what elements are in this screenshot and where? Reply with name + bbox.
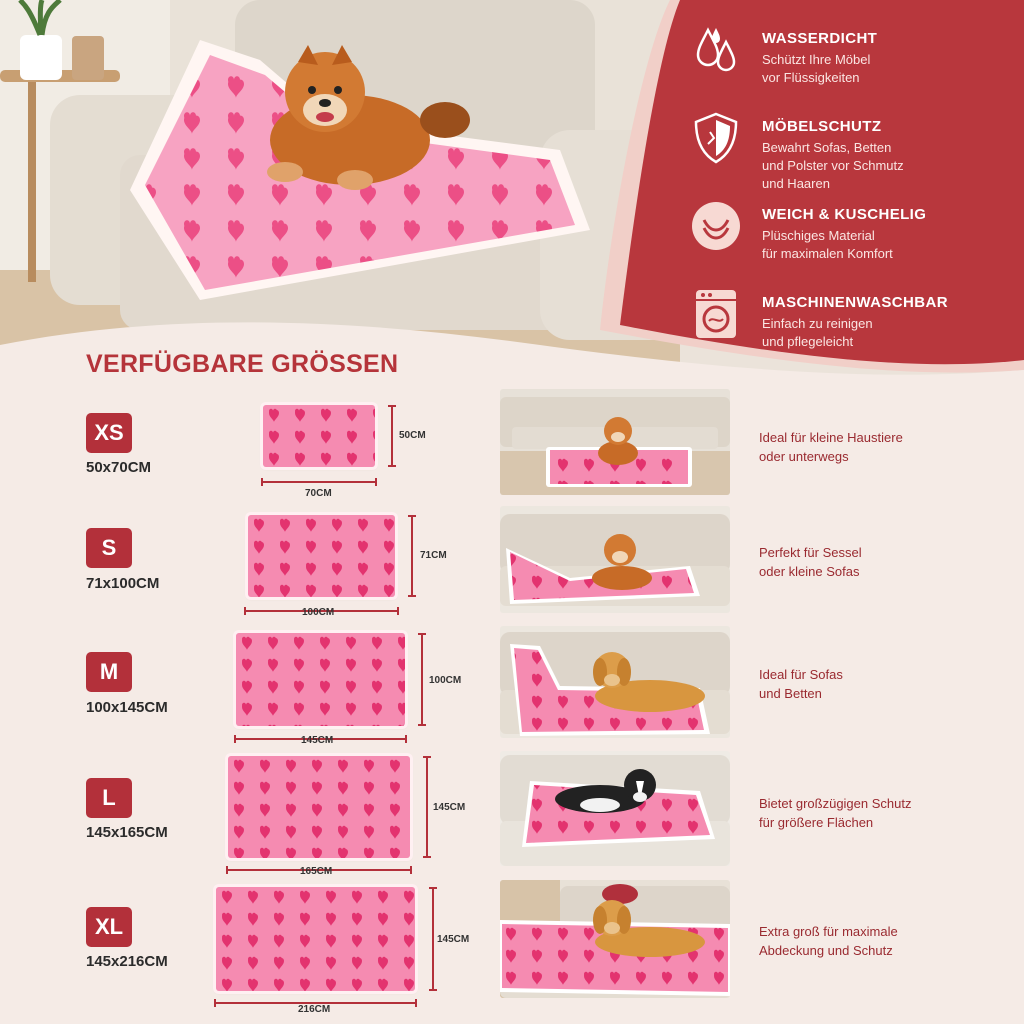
size-description-line: Ideal für Sofas	[759, 667, 843, 682]
height-label: 71CM	[420, 550, 447, 561]
size-dimensions: 100x145CM	[86, 699, 168, 716]
dog-photo-thumbnail	[500, 506, 730, 613]
height-indicator	[411, 515, 413, 597]
height-indicator	[421, 633, 423, 726]
height-label: 145CM	[437, 934, 470, 945]
dog-photo-thumbnail	[500, 751, 730, 866]
height-indicator	[426, 756, 428, 858]
benefit-title: MASCHINENWASCHBAR	[762, 294, 948, 311]
blanket-swatch	[228, 756, 410, 858]
blanket-swatch	[248, 515, 395, 597]
size-dimensions: 145x216CM	[86, 953, 168, 970]
size-description	[759, 428, 903, 466]
size-badge: M	[86, 652, 132, 692]
size-description-line: Perfekt für Sessel	[759, 545, 862, 560]
benefit-desc-line: und Polster vor Schmutz	[762, 158, 904, 173]
size-badge: S	[86, 528, 132, 568]
height-label: 145CM	[433, 802, 466, 813]
height-indicator	[432, 887, 434, 991]
size-description-line: Ideal für kleine Haustiere	[759, 430, 903, 445]
benefit-machine-washable	[688, 286, 1018, 374]
size-description-line: für größere Flächen	[759, 815, 874, 830]
dog-photo-thumbnail	[500, 880, 730, 998]
width-label: 145CM	[301, 735, 334, 746]
width-label: 70CM	[305, 488, 332, 499]
size-description-line: Abdeckung und Schutz	[759, 943, 893, 958]
size-description-line: und Betten	[759, 686, 822, 701]
size-dimensions: 50x70CM	[86, 459, 152, 476]
size-description	[759, 922, 898, 960]
benefit-desc-line: und Haaren	[762, 176, 830, 191]
benefit-desc-line: Bewahrt Sofas, Betten	[762, 140, 892, 155]
size-badge: XS	[86, 413, 132, 453]
size-dimensions: 71x100CM	[86, 575, 160, 592]
size-badge: L	[86, 778, 132, 818]
benefit-desc-line: und pflegeleicht	[762, 334, 854, 349]
size-description-line: Bietet großzügigen Schutz	[759, 796, 912, 811]
benefit-desc-line: Plüschiges Material	[762, 228, 875, 243]
size-description	[759, 543, 862, 581]
soft-cushion-icon	[688, 198, 744, 254]
width-label: 216CM	[298, 1004, 331, 1015]
washing-machine-icon	[688, 286, 744, 342]
size-description-line: oder unterwegs	[759, 449, 849, 464]
dog-photo-thumbnail	[500, 389, 730, 495]
size-badge: XL	[86, 907, 132, 947]
size-description	[759, 665, 843, 703]
size-description	[759, 794, 911, 832]
benefit-soft	[688, 198, 1018, 286]
size-description-line: Extra groß für maximale	[759, 924, 898, 939]
height-label: 50CM	[399, 430, 426, 441]
width-label: 100CM	[302, 607, 335, 618]
benefit-desc-line: Schützt Ihre Möbel	[762, 52, 871, 67]
sizes-title: VERFÜGBARE GRÖSSEN	[86, 350, 399, 378]
blanket-swatch	[263, 405, 375, 467]
height-indicator	[391, 405, 393, 467]
benefit-desc-line: Einfach zu reinigen	[762, 316, 873, 331]
size-description-line: oder kleine Sofas	[759, 564, 860, 579]
size-dimensions: 145x165CM	[86, 824, 168, 841]
benefit-desc-line: für maximalen Komfort	[762, 246, 893, 261]
benefit-furniture-protection	[688, 110, 1018, 198]
width-label: 165CM	[300, 866, 333, 877]
dog-photo-thumbnail	[500, 626, 730, 738]
benefit-title: MÖBELSCHUTZ	[762, 118, 882, 135]
height-label: 100CM	[429, 675, 462, 686]
blanket-swatch	[236, 633, 405, 726]
width-indicator	[261, 481, 377, 483]
benefit-desc-line: vor Flüssigkeiten	[762, 70, 860, 85]
blanket-swatch	[216, 887, 415, 991]
benefit-title: WASSERDICHT	[762, 30, 878, 47]
benefit-title: WEICH & KUSCHELIG	[762, 206, 927, 223]
